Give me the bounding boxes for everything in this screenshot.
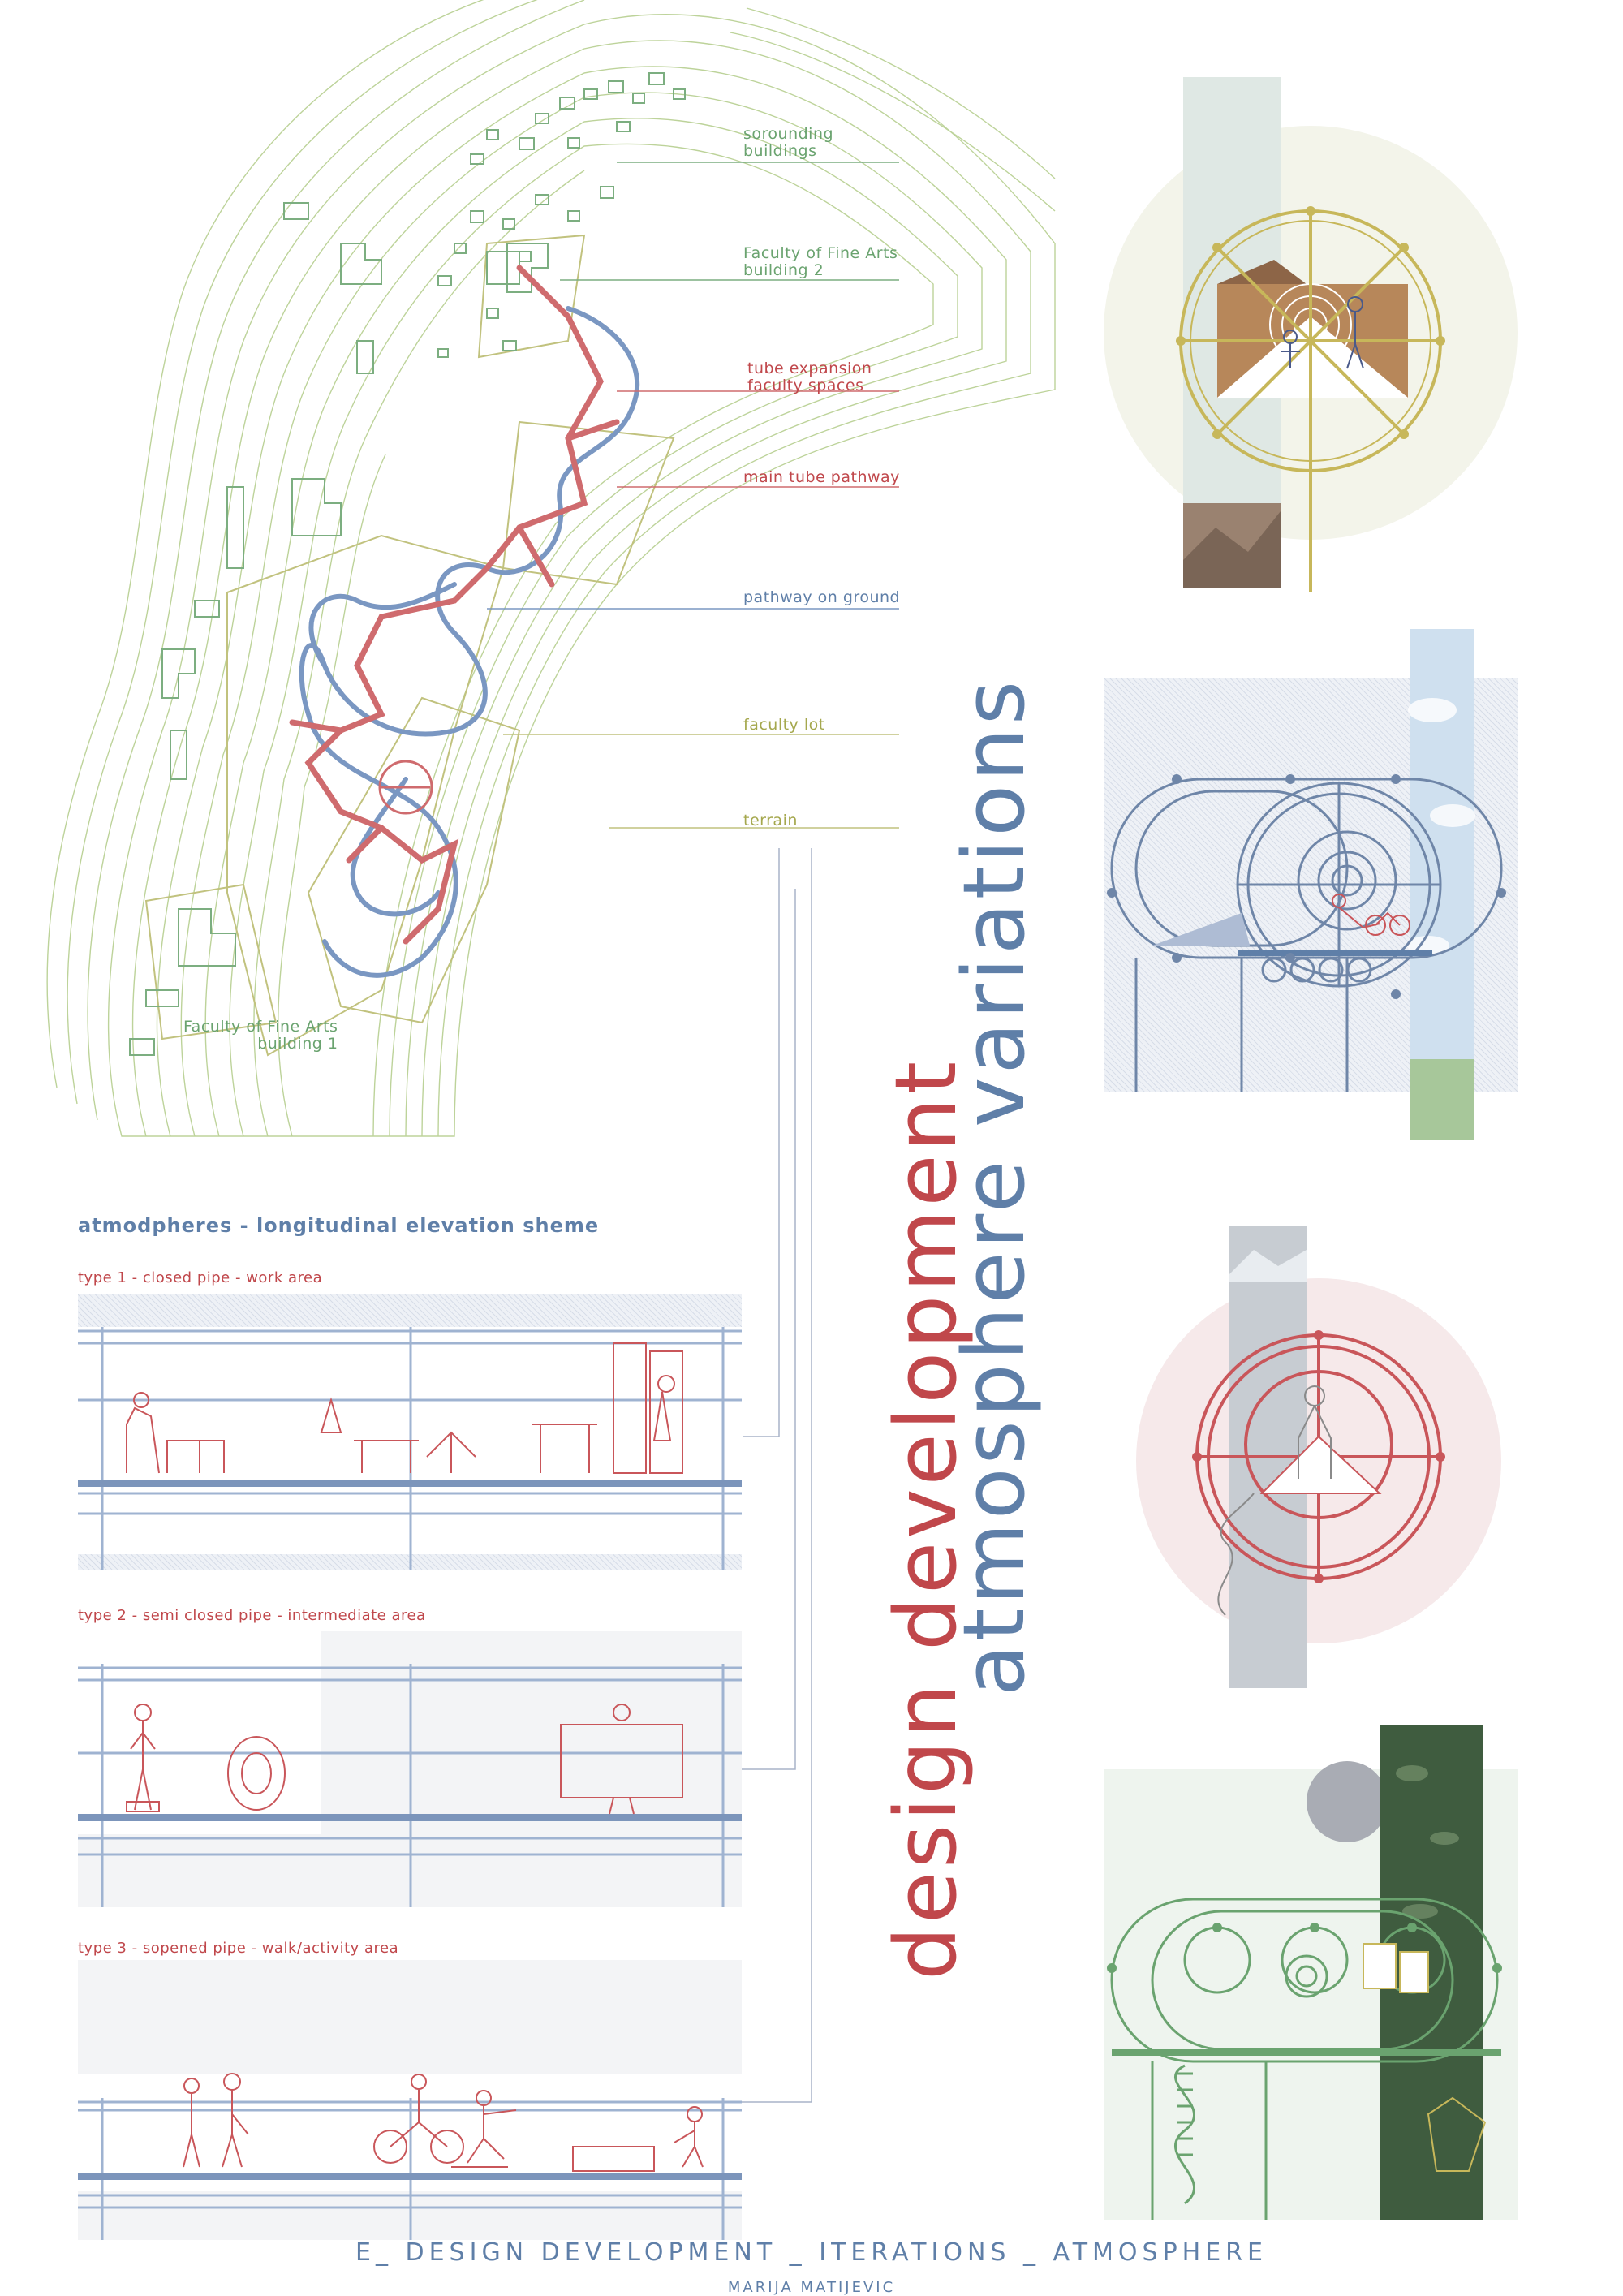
site-plan (0, 0, 1055, 1152)
section-type-2-label: type 2 - semi closed pipe - intermediate area (78, 1607, 426, 1624)
atmosphere-vignette-1 (1096, 73, 1526, 592)
section-type-3-label: type 3 - sopened pipe - walk/activity area (78, 1940, 399, 1957)
label-faculty-lot: faculty lot (743, 716, 825, 734)
atmosphere-vignette-3 (1120, 1226, 1526, 1688)
label-pathway-on-ground: pathway on ground (743, 588, 901, 606)
footer-author: MARIJA MATIJEVIC (727, 2279, 896, 2296)
label-faculty-building-2: Faculty of Fine Arts building 2 (743, 244, 898, 279)
section-type-1-drawing (78, 1294, 742, 1570)
section-type-1 (78, 1294, 742, 1570)
atmosphere-vignette-2 (1104, 678, 1518, 1092)
label-surrounding-buildings: sorounding buildings (743, 125, 834, 160)
vignette-3-drawing (1120, 1226, 1526, 1688)
footer-title: E_ DESIGN DEVELOPMENT _ ITERATIONS _ ATMOSPHERE (355, 2238, 1268, 2267)
vertical-title-line-2: atmosphere variations (945, 677, 1044, 1696)
vignette-1-drawing (1096, 73, 1526, 592)
vertical-title-line-1: design development (876, 1058, 975, 1980)
label-main-tube-pathway: main tube pathway (743, 468, 900, 486)
section-type-2-drawing (78, 1631, 742, 1907)
section-type-3-drawing (78, 1960, 742, 2240)
section-type-3 (78, 1960, 742, 2240)
atmosphere-vignette-4 (1104, 1725, 1518, 2220)
walk-area-figures (183, 2074, 703, 2171)
label-faculty-building-1: Faculty of Fine Arts building 1 (183, 1018, 338, 1053)
vignette-4-drawing (1104, 1725, 1518, 2220)
site-plan-drawing (0, 0, 1055, 1152)
label-tube-expansion: tube expansion faculty spaces (747, 360, 872, 394)
section-connectors (734, 848, 812, 2102)
section-type-1-label: type 1 - closed pipe - work area (78, 1269, 323, 1286)
section-type-2 (78, 1631, 742, 1907)
sections-heading: atmodpheres - longitudinal elevation sheme (78, 1214, 600, 1237)
label-terrain: terrain (743, 812, 798, 829)
vignette-2-drawing (1104, 678, 1518, 1092)
main-tube-pathway (292, 268, 617, 941)
